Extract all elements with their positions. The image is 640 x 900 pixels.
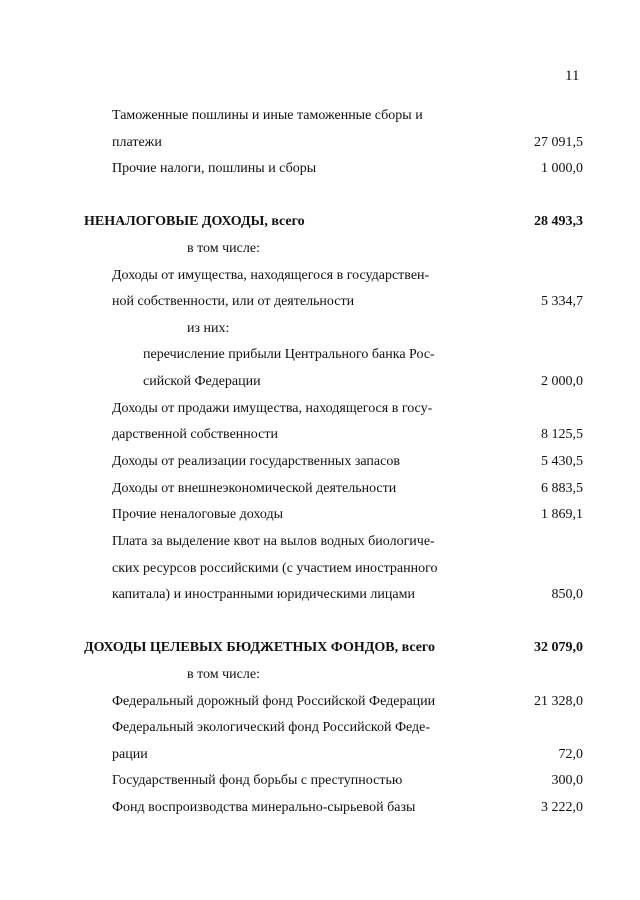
item-crime-fund: Государственный фонд борьбы с преступностью — [112, 773, 403, 788]
amount-central-bank-profit: 2 000,0 — [541, 374, 583, 389]
amount-non-tax-revenue: 28 493,3 — [534, 214, 583, 229]
amount-property-sales: 8 125,5 — [541, 427, 583, 442]
item-property-sales-line2: дарственной собственности — [112, 427, 278, 442]
amount-foreign-trade: 6 883,5 — [541, 481, 583, 496]
heading-non-tax-revenue: НЕНАЛОГОВЫЕ ДОХОДЫ, всего — [84, 214, 305, 229]
item-road-fund: Федеральный дорожный фонд Российской Федерации — [112, 694, 436, 709]
item-other-taxes: Прочие налоги, пошлины и сборы — [112, 161, 317, 176]
item-other-non-tax: Прочие неналоговые доходы — [112, 507, 284, 522]
of-which-label: из них: — [187, 321, 230, 336]
item-foreign-trade: Доходы от внешнеэкономической деятельности — [112, 481, 397, 496]
heading-target-funds-revenue: ДОХОДЫ ЦЕЛЕВЫХ БЮДЖЕТНЫХ ФОНДОВ, всего — [84, 640, 435, 655]
amount-crime-fund: 300,0 — [551, 773, 583, 788]
item-customs-duties-line2: платежи — [112, 135, 162, 150]
item-property-income-line1: Доходы от имущества, находящегося в государствен- — [112, 268, 430, 283]
page-number: 11 — [565, 68, 580, 84]
item-central-bank-profit-line1: перечисление прибыли Центрального банка Рос- — [143, 347, 435, 362]
amount-other-non-tax: 1 869,1 — [541, 507, 583, 522]
including-label-2: в том числе: — [187, 667, 260, 682]
amount-mineral-fund: 3 222,0 — [541, 800, 583, 815]
including-label: в том числе: — [187, 241, 260, 256]
item-central-bank-profit-line2: сийской Федерации — [143, 374, 261, 389]
item-fishing-quotas-line3: капитала) и иностранными юридическими лицами — [112, 587, 415, 602]
item-property-income-line2: ной собственности, или от деятельности — [112, 294, 355, 309]
item-fishing-quotas-line2: ских ресурсов российскими (с участием иностранного — [112, 561, 438, 576]
item-state-reserves: Доходы от реализации государственных запасов — [112, 454, 400, 469]
amount-other-taxes: 1 000,0 — [541, 161, 583, 176]
item-property-sales-line1: Доходы от продажи имущества, находящегося в госу- — [112, 401, 433, 416]
amount-target-funds-revenue: 32 079,0 — [534, 640, 583, 655]
item-mineral-fund: Фонд воспроизводства минерально-сырьевой базы — [112, 800, 416, 815]
amount-ecology-fund: 72,0 — [558, 747, 583, 762]
amount-property-income: 5 334,7 — [541, 294, 583, 309]
amount-customs-duties: 27 091,5 — [534, 135, 583, 150]
item-ecology-fund-line1: Федеральный экологический фонд Российской Феде- — [112, 720, 431, 735]
item-fishing-quotas-line1: Плата за выделение квот на вылов водных биологиче- — [112, 534, 435, 549]
amount-road-fund: 21 328,0 — [534, 694, 583, 709]
amount-fishing-quotas: 850,0 — [551, 587, 583, 602]
item-customs-duties-line1: Таможенные пошлины и иные таможенные сборы и — [112, 108, 423, 123]
item-ecology-fund-line2: рации — [112, 747, 148, 762]
amount-state-reserves: 5 430,5 — [541, 454, 583, 469]
